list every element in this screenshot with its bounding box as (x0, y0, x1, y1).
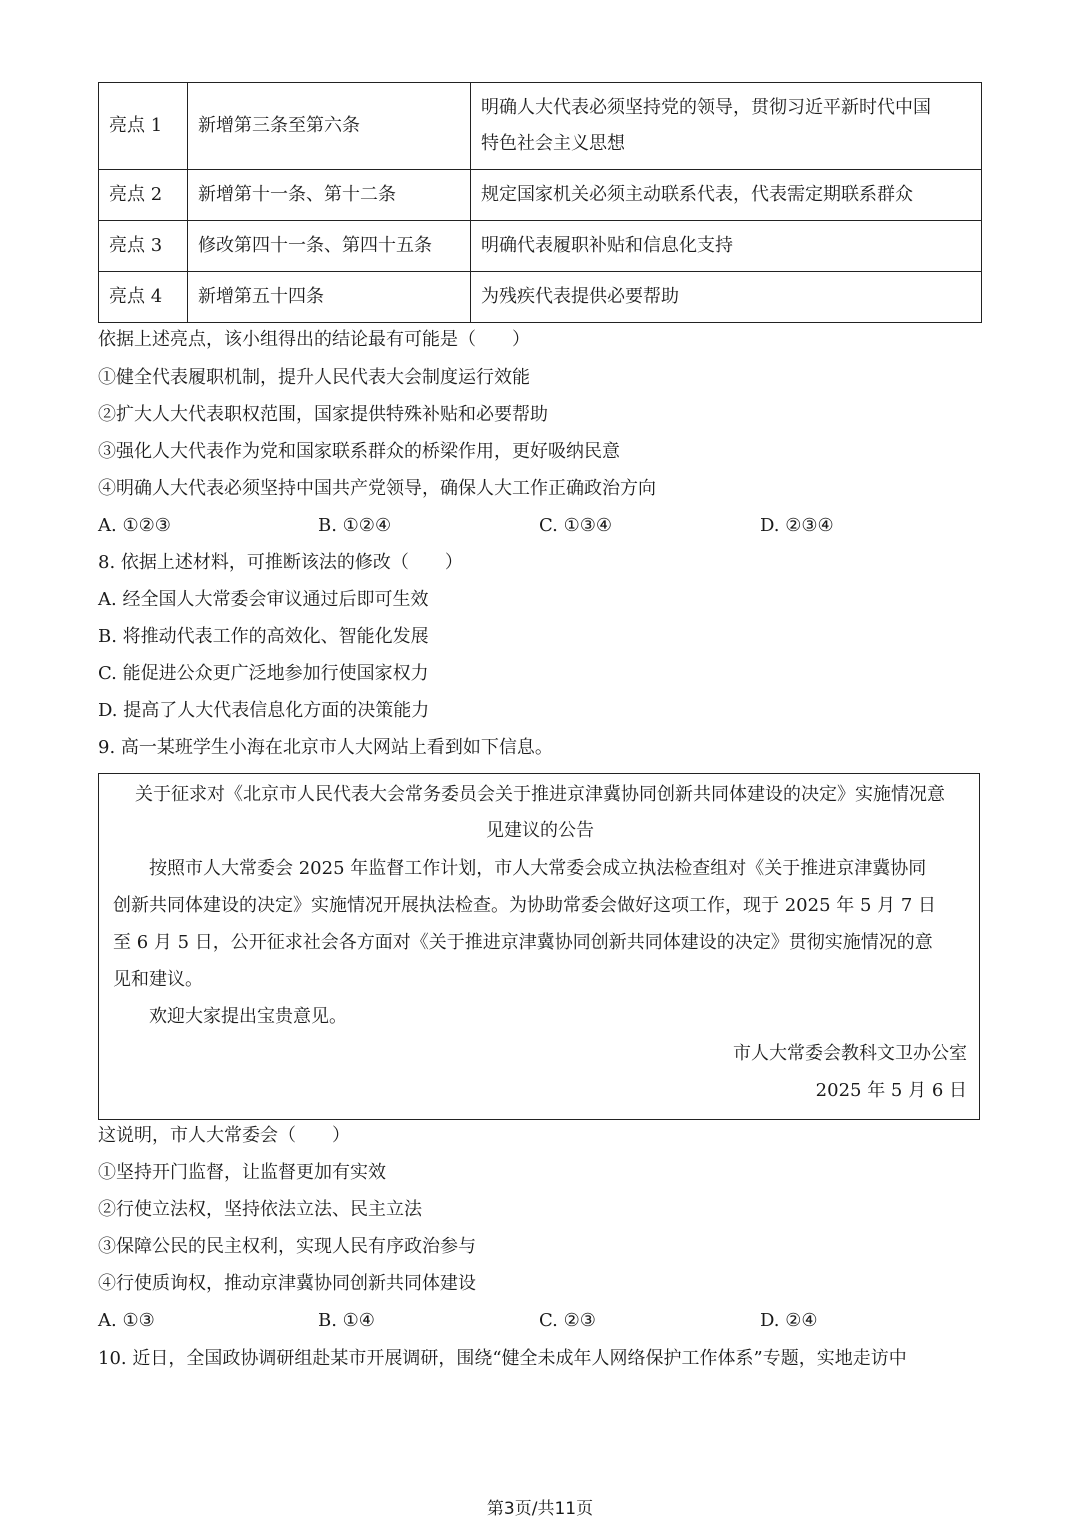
notice-body-line: 按照市人大常委会 2025 年监督工作计划，市人大常委会成立执法检查组对《关于推进京津冀协同 (113, 858, 927, 879)
notice-signature: 市人大常委会教科文卫办公室 (733, 1043, 967, 1064)
q8-option-c[interactable]: C. 能促进公众更广泛地参加行使国家权力 (98, 663, 429, 684)
q9-statement-1: ①坚持开门监督，让监督更加有实效 (98, 1162, 386, 1183)
q9-statement-2: ②行使立法权，坚持依法立法、民主立法 (98, 1199, 422, 1220)
q9-stem: 9. 高一某班学生小海在北京市人大网站上看到如下信息。 (98, 737, 553, 758)
q9-option-d[interactable]: D. ②④ (760, 1310, 818, 1331)
highlight-content: 为残疾代表提供必要帮助 (471, 272, 982, 323)
highlight-label: 亮点 2 (99, 170, 188, 221)
q7-statement-4: ④明确人大代表必须坚持中国共产党领导，确保人大工作正确政治方向 (98, 478, 656, 499)
q7-statement-3: ③强化人大代表作为党和国家联系群众的桥梁作用，更好吸纳民意 (98, 441, 620, 462)
highlight-article: 新增第五十四条 (188, 272, 471, 323)
notice-title-line: 关于征求对《北京市人民代表大会常务委员会关于推进京津冀协同创新共同体建设的决定》实施情况意 (135, 784, 945, 805)
highlight-content: 明确代表履职补贴和信息化支持 (471, 221, 982, 272)
highlight-content-line: 特色社会主义思想 (481, 133, 625, 154)
table-row (99, 83, 982, 170)
notice-body-line: 见和建议。 (113, 969, 203, 990)
q9-option-a[interactable]: A. ①③ (98, 1310, 155, 1331)
q10-stem: 10. 近日，全国政协调研组赴某市开展调研，围绕“健全未成年人网络保护工作体系”专题，实地走访中 (98, 1348, 907, 1369)
highlight-content (471, 83, 982, 170)
q9-statement-3: ③保障公民的民主权利，实现人民有序政治参与 (98, 1236, 476, 1257)
q7-option-c[interactable]: C. ①③④ (539, 515, 612, 536)
notice-body-line: 创新共同体建设的决定》实施情况开展执法检查。为协助常委会做好这项工作，现于 2025 年 5 月 7 日 (113, 895, 937, 916)
notice-date: 2025 年 5 月 6 日 (815, 1080, 967, 1101)
notice-body-line: 欢迎大家提出宝贵意见。 (113, 1006, 347, 1027)
highlight-article: 新增第三条至第六条 (188, 83, 471, 170)
page-number: 第3页/共11页 (486, 1499, 594, 1519)
highlight-label: 亮点 1 (99, 83, 188, 170)
table-row (99, 170, 982, 221)
q9-follow: 这说明，市人大常委会（ ） (98, 1125, 350, 1146)
q7-statement-2: ②扩大人大代表职权范围，国家提供特殊补贴和必要帮助 (98, 404, 548, 425)
q7-option-b[interactable]: B. ①②④ (318, 515, 392, 536)
q7-stem: 依据上述亮点，该小组得出的结论最有可能是（ ） (98, 329, 530, 350)
q9-option-b[interactable]: B. ①④ (318, 1310, 375, 1331)
table-row (99, 272, 982, 323)
notice-box (98, 773, 980, 1120)
highlights-table (98, 82, 982, 323)
highlight-content-line: 明确人大代表必须坚持党的领导，贯彻习近平新时代中国 (481, 97, 931, 118)
notice-body-line: 至 6 月 5 日，公开征求社会各方面对《关于推进京津冀协同创新共同体建设的决定》贯彻实施情况的意 (113, 932, 933, 953)
q8-option-b[interactable]: B. 将推动代表工作的高效化、智能化发展 (98, 626, 429, 647)
q7-option-d[interactable]: D. ②③④ (760, 515, 834, 536)
q9-option-c[interactable]: C. ②③ (539, 1310, 596, 1331)
q8-option-a[interactable]: A. 经全国人大常委会审议通过后即可生效 (98, 589, 429, 610)
highlight-label: 亮点 4 (99, 272, 188, 323)
table-row (99, 221, 982, 272)
highlight-article: 修改第四十一条、第四十五条 (188, 221, 471, 272)
q7-option-a[interactable]: A. ①②③ (98, 515, 171, 536)
highlight-label: 亮点 3 (99, 221, 188, 272)
q8-stem: 8. 依据上述材料，可推断该法的修改（ ） (98, 552, 463, 573)
q8-option-d[interactable]: D. 提高了人大代表信息化方面的决策能力 (98, 700, 430, 721)
highlight-article: 新增第十一条、第十二条 (188, 170, 471, 221)
q7-statement-1: ①健全代表履职机制，提升人民代表大会制度运行效能 (98, 367, 530, 388)
q9-statement-4: ④行使质询权，推动京津冀协同创新共同体建设 (98, 1273, 476, 1294)
highlight-content: 规定国家机关必须主动联系代表，代表需定期联系群众 (471, 170, 982, 221)
notice-title-line: 见建议的公告 (486, 820, 594, 841)
